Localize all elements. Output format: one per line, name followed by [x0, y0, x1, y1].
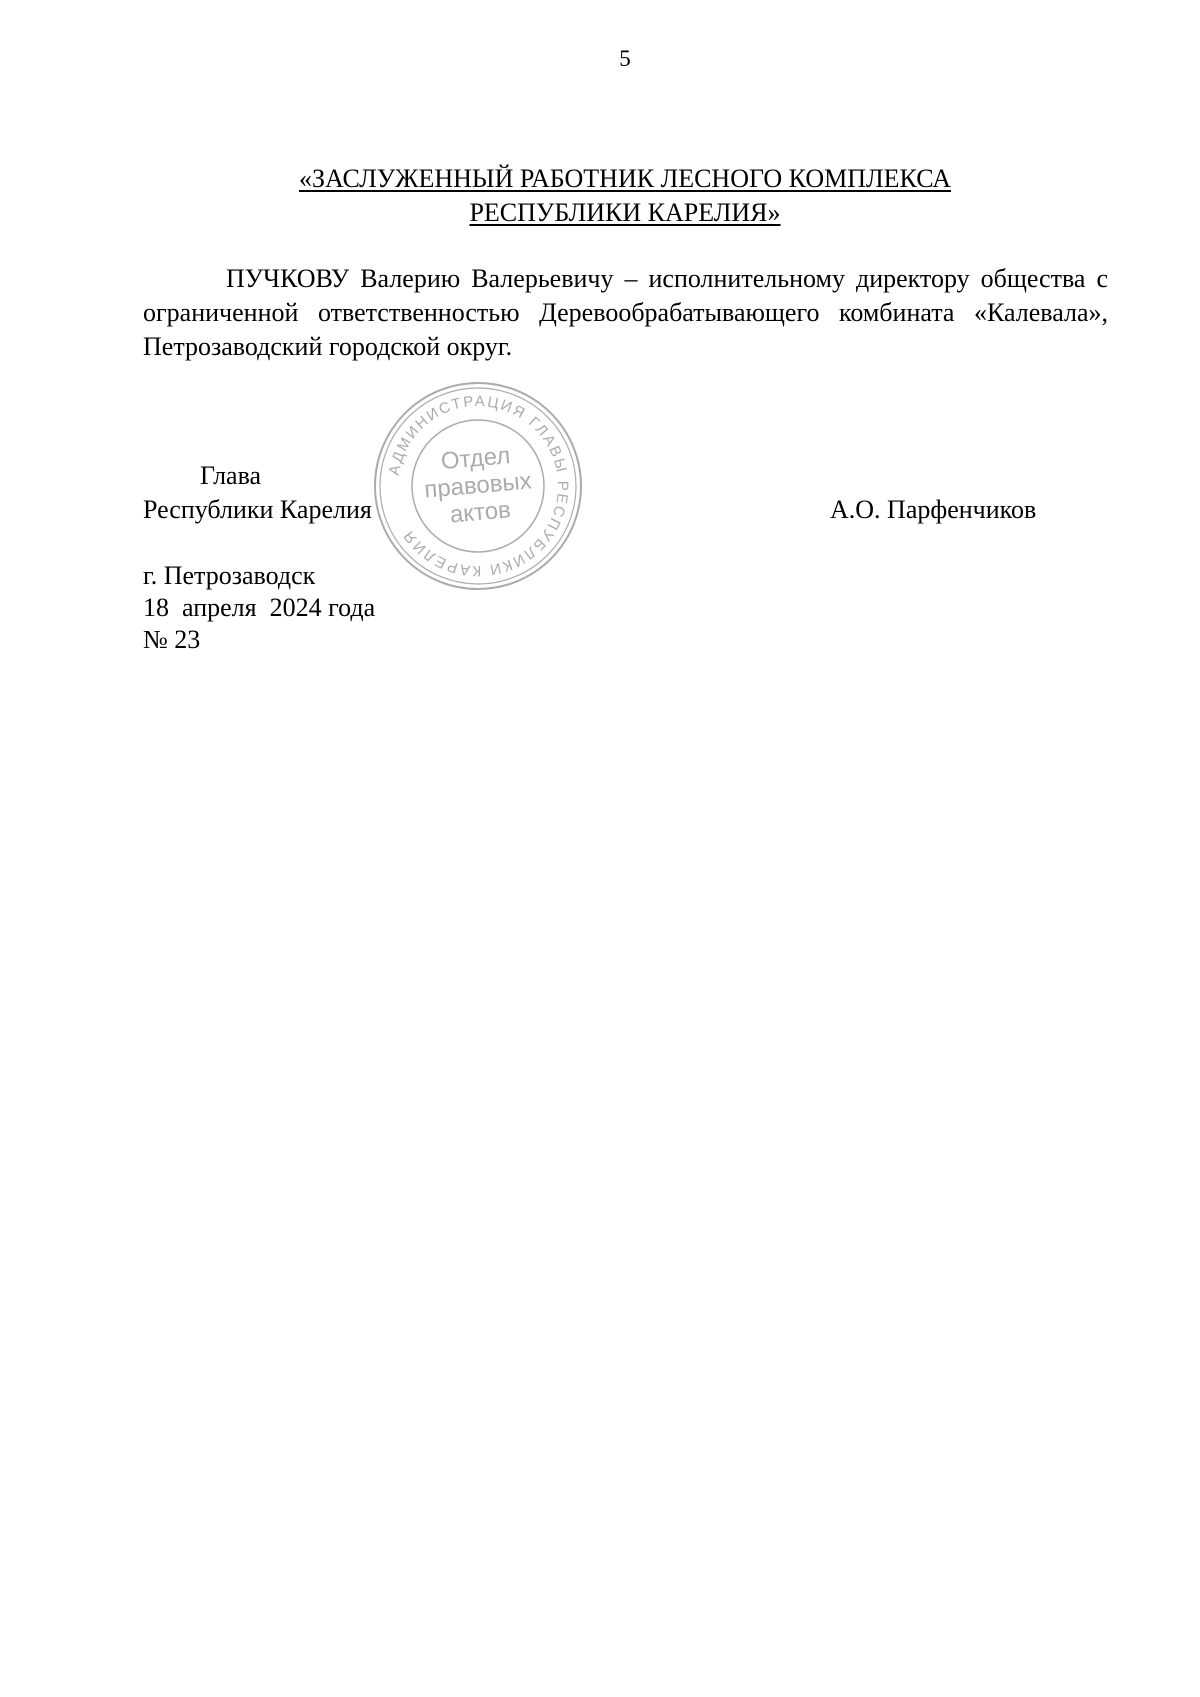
document-number: № 23 — [143, 625, 201, 654]
document-place: г. Петрозаводск — [143, 561, 316, 590]
document-details — [143, 560, 375, 656]
document-date: 18 апреля 2024 года — [143, 593, 376, 622]
signatory-role — [143, 459, 372, 527]
stamp-ring-text: АДМИНИСТРАЦИЯ ГЛАВЫ РЕСПУБЛИКИ КАРЕЛИЯ — [385, 392, 572, 580]
award-title-line2: РЕСПУБЛИКИ КАРЕЛИЯ» — [469, 198, 781, 227]
signatory-name: А.О. Парфенчиков — [830, 495, 1037, 524]
official-stamp-icon — [372, 380, 584, 592]
page-number: 5 — [619, 46, 631, 71]
award-title — [150, 162, 1100, 230]
award-title-line1: «ЗАСЛУЖЕННЫЙ РАБОТНИК ЛЕСНОГО КОМПЛЕКСА — [298, 164, 952, 193]
award-recipient-text: ПУЧКОВУ Валерию Валерьевичу – исполнительному директору общества с ограниченной ответственностью Деревообрабатывающего комбината «Калевала», Петрозаводский городской округ. — [143, 264, 1108, 361]
stamp-center-line3: актов — [448, 496, 512, 529]
stamp-center-line2: правовых — [423, 467, 533, 504]
stamp-center-line1: Отдел — [439, 442, 512, 476]
signatory-role-line2: Республики Карелия — [143, 495, 372, 524]
signatory-role-line1: Глава — [200, 461, 262, 490]
